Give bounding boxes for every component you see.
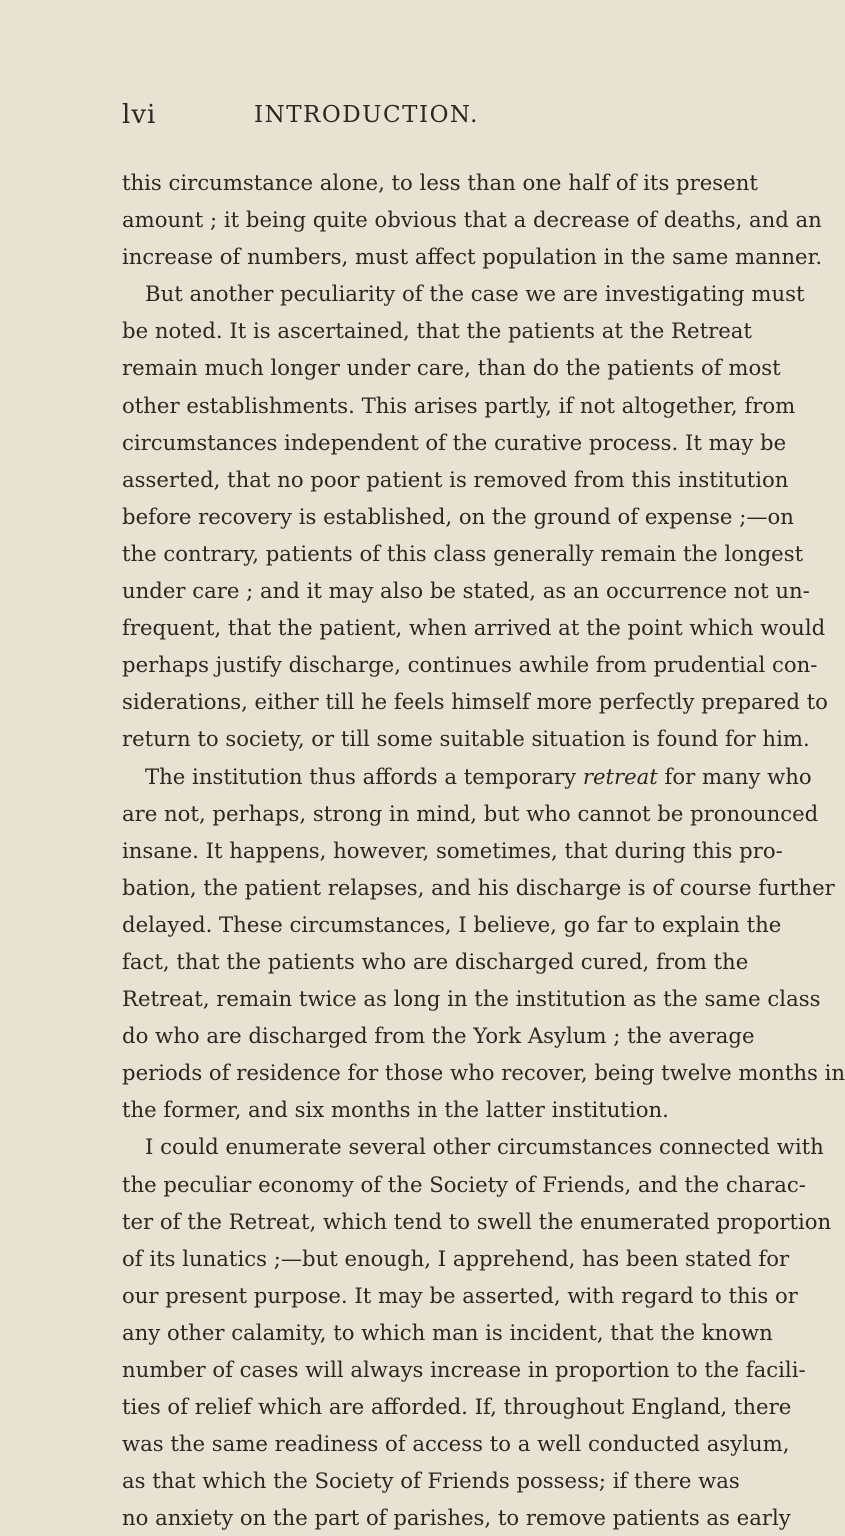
text-line: our present purpose. It may be asserted, with regard to this or: [122, 1282, 798, 1308]
text-line: frequent, that the patient, when arrived at the point which would: [122, 615, 826, 641]
text-line: amount ; it being quite obvious that a decrease of deaths, and an: [122, 207, 822, 233]
text-line: delayed. These circumstances, I believe, go far to explain the: [122, 911, 782, 937]
page-header: [122, 100, 682, 140]
text-line: the contrary, patients of this class generally remain the longest: [122, 540, 804, 566]
italic-word: retreat: [582, 763, 658, 789]
text-line: siderations, either till he feels himself more perfectly prepared to: [122, 689, 828, 715]
text-line: any other calamity, to which man is incident, that the known: [122, 1319, 773, 1345]
text-line: under care ; and it may also be stated, as an occurrence not un-: [122, 578, 810, 604]
text-line: Retreat, remain twice as long in the institution as the same class: [122, 986, 821, 1012]
text-line: periods of residence for those who recover, being twelve months in: [122, 1060, 845, 1086]
text-line: as that which the Society of Friends possess; if there was: [122, 1468, 740, 1494]
running-head: INTRODUCTION.: [254, 102, 479, 128]
text-line: other establishments. This arises partly, if not altogether, from: [122, 392, 796, 418]
text-line: circumstances independent of the curative process. It may be: [122, 429, 787, 455]
text-line: increase of numbers, must affect population in the same manner.: [122, 244, 823, 270]
text-line: fact, that the patients who are discharged cured, from the: [122, 948, 749, 974]
text-line: before recovery is established, on the ground of expense ;—on: [122, 503, 794, 529]
text-line: number of cases will always increase in proportion to the facili-: [122, 1357, 806, 1382]
text-line: return to society, or till some suitable situation is found for him.: [122, 726, 810, 752]
text-line: was the same readiness of access to a well conducted asylum,: [122, 1431, 790, 1457]
text-line: I could enumerate several other circumstances connected with: [145, 1134, 824, 1160]
text-line: remain much longer under care, than do the patients of most: [122, 355, 781, 381]
text-line: perhaps justify discharge, continues awhile from prudential con-: [122, 652, 818, 678]
text-line: The institution thus affords a temporary retreat for many who: [145, 763, 812, 789]
text-line: insane. It happens, however, sometimes, that during this pro-: [122, 837, 783, 863]
text-line: ter of the Retreat, which tend to swell the enumerated proportion: [122, 1208, 832, 1234]
text-line: asserted, that no poor patient is removed from this institution: [122, 466, 789, 492]
text-line: the former, and six months in the latter institution.: [122, 1097, 669, 1123]
page-number: lvi: [122, 100, 157, 130]
text-line: be noted. It is ascertained, that the patients at the Retreat: [122, 318, 752, 344]
text-line: But another peculiarity of the case we are investigating must: [145, 281, 805, 307]
text-line: ties of relief which are afforded. If, throughout England, there: [122, 1394, 792, 1420]
text-line: bation, the patient relapses, and his discharge is of course further: [122, 874, 835, 900]
text-line: the peculiar economy of the Society of Friends, and the charac-: [122, 1171, 806, 1197]
text-line: of its lunatics ;—but enough, I apprehend, has been stated for: [122, 1245, 790, 1271]
text-line: do who are discharged from the York Asylum ; the average: [122, 1023, 755, 1049]
text-line: are not, perhaps, strong in mind, but who cannot be pronounced: [122, 800, 819, 826]
body-text: [122, 164, 845, 1536]
text-line: no anxiety on the part of parishes, to remove patients as early: [122, 1505, 791, 1531]
text-line: this circumstance alone, to less than one half of its present: [122, 170, 758, 195]
